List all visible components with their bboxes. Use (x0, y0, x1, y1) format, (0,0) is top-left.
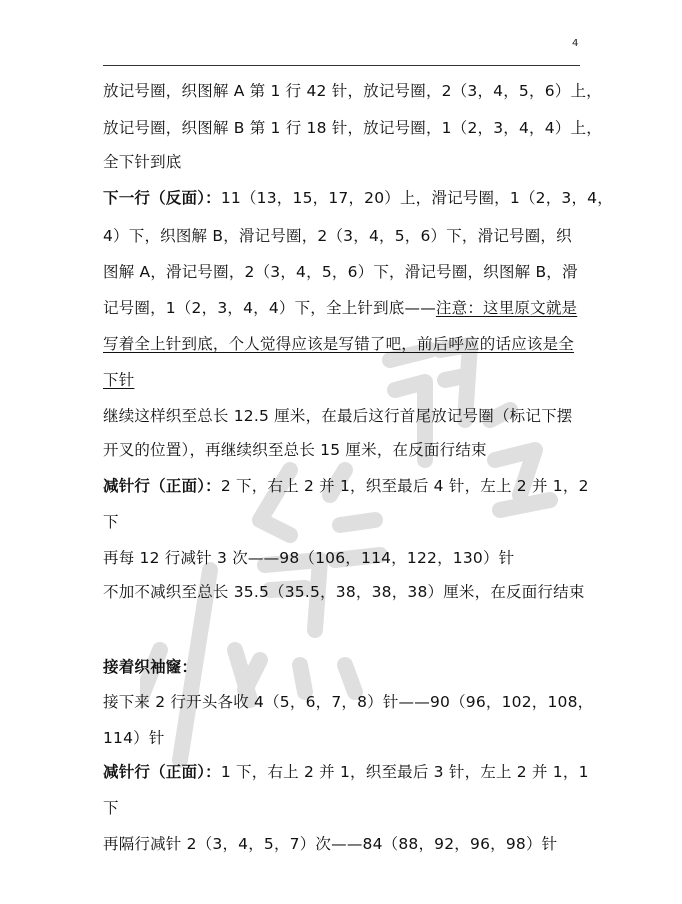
text-line: 下 (103, 513, 119, 531)
bold-heading: 减针行（正面）： (103, 477, 221, 495)
text-line (103, 762, 589, 782)
text-line: 下 (103, 799, 119, 817)
translator-note: 下针 (103, 371, 135, 389)
line-text: 11（13，15，17，20）上，滑记号圈，1（2，3，4， (220, 189, 613, 207)
bold-heading: 减针行（正面）： (103, 763, 221, 781)
text-line (103, 370, 134, 390)
text-line: 再每 12 行减针 3 次——98（106，114，122，130）针 (103, 549, 515, 567)
text-line: 全下针到底 (103, 153, 182, 171)
translator-note: 注意：这里原文就是 (435, 299, 578, 317)
translator-note: 写着全上针到底，个人觉得应该是写错了吧，前后呼应的话应该是全 (103, 335, 575, 353)
text-line: 图解 A，滑记号圈，2（3，4，5，6）下，滑记号圈，织图解 B，滑 (103, 263, 578, 281)
text-line: 接下来 2 行开头各收 4（5，6，7，8）针——90（96，102，108， (103, 693, 594, 711)
text-line: 继续这样织至总长 12.5 厘米，在最后这行首尾放记号圈（标记下摆 (103, 407, 573, 425)
text-line (103, 188, 613, 208)
line-text: 2 下，右上 2 并 1，织至最后 4 针，左上 2 并 1，2 (220, 477, 589, 495)
line-text: 记号圈，1（2，3，4，4）下，全上针到底—— (103, 299, 436, 317)
text-line: 放记号圈，织图解 B 第 1 行 18 针，放记号圈，1（2，3，4，4）上， (103, 119, 602, 137)
text-line (103, 334, 574, 354)
text-line (103, 476, 589, 496)
text-line (103, 657, 197, 677)
bold-heading: 下一行（反面）： (103, 189, 221, 207)
text-line: 4）下，织图解 B，滑记号圈，2（3，4，5，6）下，滑记号圈，织 (103, 227, 572, 245)
text-line: 再隔行减针 2（3，4，5，7）次——84（88，92，96，98）针 (103, 835, 558, 853)
text-line: 放记号圈，织图解 A 第 1 行 42 针，放记号圈，2（3，4，5，6）上， (103, 82, 602, 100)
text-line: 114）针 (103, 729, 165, 747)
page-number: 4 (572, 38, 579, 49)
text-line: 不加不减织至总长 35.5（35.5，38，38，38）厘米，在反面行结束 (103, 583, 585, 601)
bold-heading: 接着织袖窿： (103, 658, 198, 676)
text-line (103, 298, 577, 318)
header-rule (103, 65, 580, 66)
text-line: 开叉的位置），再继续织至总长 15 厘米，在反面行结束 (103, 441, 487, 459)
line-text: 1 下，右上 2 并 1，织至最后 3 针，左上 2 并 1，1 (220, 763, 589, 781)
